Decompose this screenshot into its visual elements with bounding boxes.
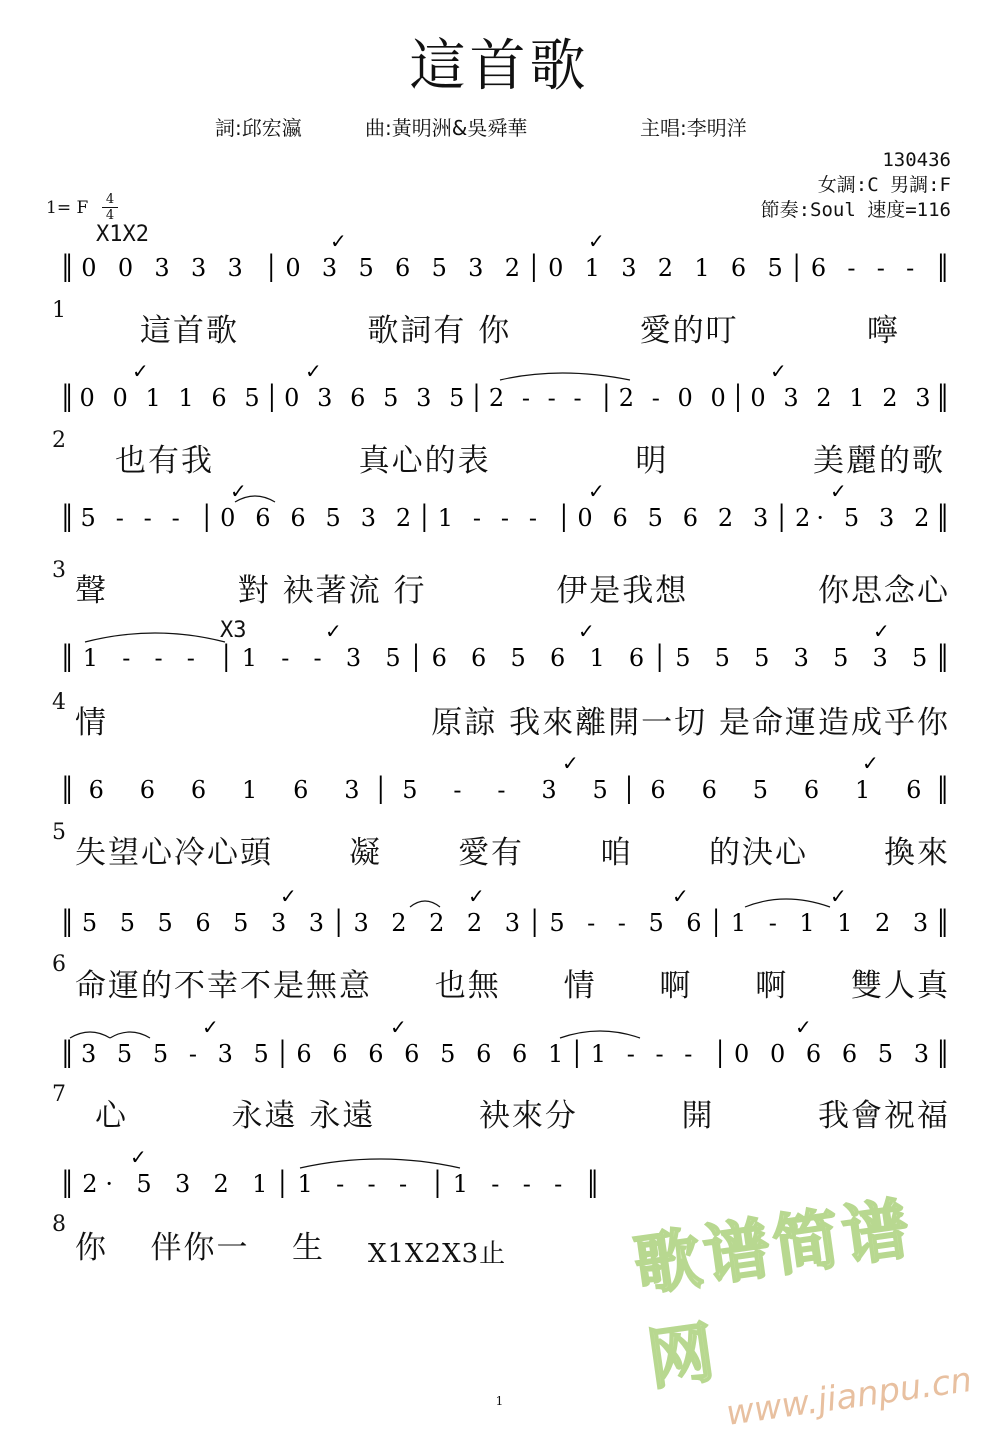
rhythm-tempo: 節奏:Soul 速度=116 xyxy=(760,199,951,221)
lyric: 也有我 xyxy=(115,443,214,479)
breath-mark-icon: ✓ xyxy=(830,479,847,503)
row-number-1: 1 xyxy=(52,298,66,323)
repeat-mark-intro: X1X2 xyxy=(96,222,149,247)
lyrics-row-3 xyxy=(75,565,950,610)
lyrics-row-8 xyxy=(75,1222,325,1267)
lyrics-row-5 xyxy=(75,827,950,872)
lyric: 袂來分 xyxy=(478,1098,578,1134)
lyrics-row-4 xyxy=(75,697,950,742)
breath-mark-icon: ✓ xyxy=(795,1015,812,1039)
song-title: 這首歌 xyxy=(409,34,590,99)
notation-row-8-svg xyxy=(60,1145,600,1226)
tie-arc xyxy=(410,901,440,907)
notation-row-8 xyxy=(60,1145,600,1214)
watermark xyxy=(628,1168,983,1434)
lyric: 凝 xyxy=(349,835,382,871)
lyric: 伴你一 xyxy=(150,1230,250,1266)
breath-mark-icon: ✓ xyxy=(830,884,847,908)
row-number-6: 6 xyxy=(52,952,66,977)
notation-row-7 xyxy=(60,1015,950,1084)
notation-row-3 xyxy=(60,479,950,548)
breath-mark-icon: ✓ xyxy=(562,751,579,775)
key-info: 女調:C 男調:F xyxy=(817,174,951,196)
notes-row-6: ║5 5 5 6 5 3 3│3 2 2 2 3│5 - - 5 6│1 - 1 1 2 3║ xyxy=(60,909,950,937)
tie-arc xyxy=(745,899,830,907)
notes-row-4: ║1 - - - │1 - - 3 5│6 6 5 6 1 6│5 5 5 3 5 3 5║ xyxy=(60,644,951,672)
tie-arc xyxy=(500,373,630,380)
composer-credit: 曲:黃明洲&吳舜華 xyxy=(365,116,528,140)
lyric: 永遠 永遠 xyxy=(231,1098,376,1134)
notation-row-6 xyxy=(60,884,950,953)
breath-mark-icon: ✓ xyxy=(770,359,787,383)
lyric: 原諒 我來離開一切 是命運造成乎你 xyxy=(431,705,950,741)
singer-credit: 主唱:李明洋 xyxy=(640,116,747,140)
lyric: 的決心 xyxy=(709,835,808,871)
notes-row-7: ║3 5 5 - 3 5│6 6 6 6 5 6 6 1│1 - - - │0 0 6 6 5 3║ xyxy=(60,1040,950,1068)
lyric: 聲 xyxy=(75,573,108,609)
breath-mark-icon: ✓ xyxy=(672,884,689,908)
notation-row-5-svg xyxy=(60,751,950,832)
lyric: 美麗的歌 xyxy=(812,443,945,479)
lyrics-row-1 xyxy=(75,305,900,350)
row-number-3: 3 xyxy=(52,558,66,583)
row-number-4: 4 xyxy=(52,690,66,715)
lyric: 歌詞有 你 xyxy=(367,313,512,349)
breath-mark-icon: ✓ xyxy=(330,229,347,253)
notes-row-1: ║0 0 3 3 3 │0 3 5 6 5 3 2│0 1 3 2 1 6 5│6 - - - ║ xyxy=(60,254,950,282)
breath-mark-icon: ✓ xyxy=(202,1015,219,1039)
lyric: 情 xyxy=(75,705,108,741)
lyric: 換來 xyxy=(884,835,950,871)
breath-mark-icon: ✓ xyxy=(390,1015,407,1039)
notation-row-3-svg xyxy=(60,479,950,560)
watermark-text: 歌谱简谱网 xyxy=(629,1189,918,1400)
repeat-mark-row4: X3 xyxy=(220,618,247,643)
lyric: 生 xyxy=(292,1230,325,1266)
lyric: 你思念心 xyxy=(817,573,950,609)
key-signature: 1= F xyxy=(46,198,89,218)
lyric: 真心的表 xyxy=(358,443,491,479)
lyric: 啊 xyxy=(755,968,789,1004)
breath-mark-icon: ✓ xyxy=(280,884,297,908)
notes-row-3: ║5 - - - │0 6 6 5 3 2│1 - - - │0 6 5 6 2 3│2· 5 3 2║ xyxy=(60,504,950,532)
lyric: 啊 xyxy=(659,968,693,1004)
breath-mark-icon: ✓ xyxy=(130,1145,147,1169)
time-signature xyxy=(102,193,118,222)
breath-mark-icon: ✓ xyxy=(873,619,890,643)
notes-row-8: ║2· 5 3 2 1│1 - - - │1 - - - ║ xyxy=(60,1170,600,1198)
row-number-2: 2 xyxy=(52,428,66,453)
notes-row-2: ║0 0 1 1 6 5│0 3 6 5 3 5│2 - - - │2 - 0 0│0 3 2 1 2 3║ xyxy=(60,384,950,412)
lyric: 雙人真 xyxy=(850,968,950,1004)
tie-arc xyxy=(560,1031,640,1038)
lyric: 愛有 xyxy=(458,835,524,871)
lyrics-row-7 xyxy=(75,1090,950,1135)
time-signature-bottom: 4 xyxy=(105,208,115,223)
notation-row-7-svg xyxy=(60,1015,950,1096)
lyric: 失望心冷心頭 xyxy=(75,835,273,871)
breath-mark-icon: ✓ xyxy=(588,229,605,253)
tie-arc xyxy=(85,633,225,642)
lyric: 命運的不幸不是無意 xyxy=(75,968,372,1004)
notation-row-2-svg xyxy=(60,359,950,440)
notation-row-2 xyxy=(60,359,950,428)
breath-mark-icon: ✓ xyxy=(578,619,595,643)
lyric: 這首歌 xyxy=(140,313,239,349)
time-signature-top: 4 xyxy=(105,192,115,207)
tie-arc xyxy=(70,1032,110,1038)
lyric: 你 xyxy=(75,1230,108,1266)
lyric: 對 袂著流 行 xyxy=(237,573,427,609)
lyric: 開 xyxy=(681,1098,715,1134)
breath-mark-icon: ✓ xyxy=(132,359,149,383)
breath-mark-icon: ✓ xyxy=(862,751,879,775)
tie-arc xyxy=(110,1032,150,1038)
notation-row-5 xyxy=(60,751,950,820)
row-number-7: 7 xyxy=(52,1082,66,1107)
lyric: 明 xyxy=(635,443,669,479)
lyricist-credit: 詞:邱宏瀛 xyxy=(215,116,302,140)
row-number-5: 5 xyxy=(52,820,66,845)
notation-row-6-svg xyxy=(60,884,950,965)
repeat-end-mark: X1X2X3止 xyxy=(368,1239,507,1269)
lyric: 嚀 xyxy=(866,313,900,349)
lyric: 愛的叮 xyxy=(639,313,739,349)
breath-mark-icon: ✓ xyxy=(468,884,485,908)
lyrics-row-2 xyxy=(75,435,945,480)
lyric: 情 xyxy=(563,968,597,1004)
breath-mark-icon: ✓ xyxy=(588,479,605,503)
lyric: 咱 xyxy=(600,835,633,871)
breath-mark-icon: ✓ xyxy=(230,479,247,503)
lyric: 伊是我想 xyxy=(556,573,689,609)
lyric: 我會祝福 xyxy=(817,1098,950,1134)
page-number: 1 xyxy=(495,1394,504,1408)
watermark-url: www.jianpu.cn xyxy=(723,1359,975,1434)
row-number-8: 8 xyxy=(52,1212,66,1237)
lyrics-row-6 xyxy=(75,960,950,1005)
breath-mark-icon: ✓ xyxy=(305,359,322,383)
tie-arc xyxy=(300,1159,460,1168)
breath-mark-icon: ✓ xyxy=(325,619,342,643)
lyric: 心 xyxy=(95,1098,128,1134)
catalog-number: 130436 xyxy=(882,149,951,171)
lyric: 也無 xyxy=(434,968,501,1004)
notes-row-5: ║6 6 6 1 6 3│5 - - 3 5│6 6 5 6 1 6║ xyxy=(60,776,950,804)
